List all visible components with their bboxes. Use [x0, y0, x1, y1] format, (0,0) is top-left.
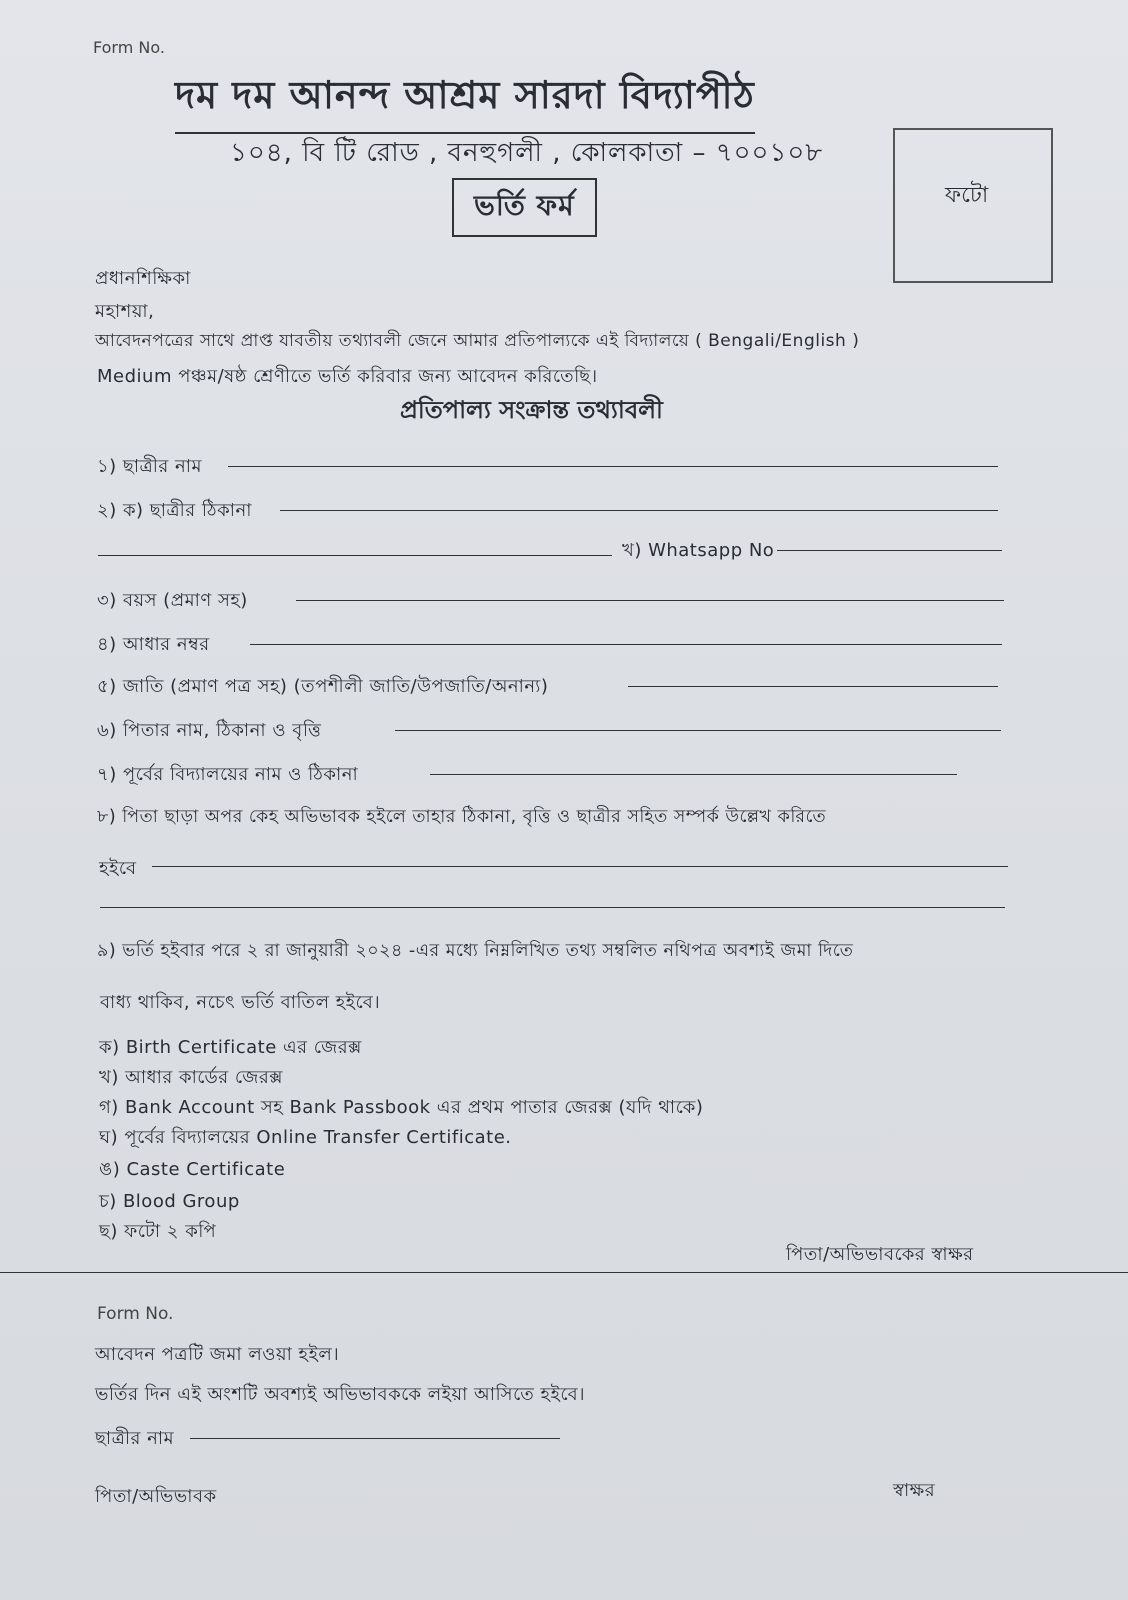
- document-item: ছ) ফটো ২ কপি: [99, 1221, 217, 1242]
- photo-label: ফটো: [945, 183, 989, 208]
- field-guardian-line-2[interactable]: [100, 907, 1005, 908]
- greeting: মহাশয়া,: [95, 301, 155, 322]
- field-age-line[interactable]: [296, 600, 1004, 601]
- field-whatsapp-label: খ) Whatsapp No: [622, 540, 775, 561]
- field-previous-school-line[interactable]: [430, 774, 957, 775]
- clause-9-line-2: বাধ্য থাকিব, নচেৎ ভর্তি বাতিল হইবে।: [100, 992, 381, 1013]
- field-caste-line[interactable]: [628, 686, 998, 687]
- guardian-signature-label: পিতা/অভিভাবকের স্বাক্ষর: [786, 1244, 974, 1265]
- document-item: ক) Birth Certificate এর জেরক্স: [99, 1037, 362, 1058]
- document-item: চ) Blood Group: [99, 1191, 240, 1212]
- school-name: দম দম আনন্দ আশ্রম সারদা বিদ্যাপীঠ: [175, 66, 755, 134]
- school-address: ১০৪, বি টি রোড , বনহুগলী , কোলকাতা – ৭০০১০৮: [230, 138, 824, 168]
- addressee: প্রধানশিক্ষিকা: [95, 268, 191, 289]
- document-item: গ) Bank Account সহ Bank Passbook এর প্রথম পাতার জেরক্স (যদি থাকে): [99, 1097, 704, 1118]
- form-number-label: Form No.: [93, 38, 165, 57]
- field-caste-label: ৫) জাতি (প্রমাণ পত্র সহ) (তপশীলী জাতি/উপজাতি/অনান্য): [97, 676, 549, 697]
- field-student-address-label: ২) ক) ছাত্রীর ঠিকানা: [97, 500, 252, 521]
- receipt-form-number-label: Form No.: [97, 1304, 174, 1324]
- field-father-label: ৬) পিতার নাম, ঠিকানা ও বৃত্তি: [97, 720, 322, 741]
- receipt-line-2: ভর্তির দিন এই অংশটি অবশ্যই অভিভাবককে লইয়া আসিতে হইবে।: [95, 1384, 586, 1405]
- field-previous-school-label: ৭) পূর্বের বিদ্যালয়ের নাম ও ঠিকানা: [97, 764, 359, 785]
- field-student-name-line[interactable]: [228, 466, 998, 467]
- field-whatsapp-line[interactable]: [777, 550, 1002, 551]
- field-student-name-label: ১) ছাত্রীর নাম: [97, 456, 203, 477]
- field-father-line[interactable]: [395, 730, 1001, 731]
- application-text-line-1: আবেদনপত্রের সাথে প্রাপ্ত যাবতীয় তথ্যাবলী জেনে আমার প্রতিপাল্যকে এই বিদ্যালয়ে ( Bengali/English ): [95, 331, 860, 351]
- photo-box: [893, 128, 1053, 283]
- receipt-line-1: আবেদন পত্রটি জমা লওয়া হইল।: [95, 1344, 340, 1365]
- field-student-address-line-2[interactable]: [98, 555, 612, 556]
- receipt-student-name-line[interactable]: [190, 1438, 560, 1439]
- section-heading: প্রতিপাল্য সংক্রান্ত তথ্যাবলী: [400, 396, 663, 424]
- document-item: ঘ) পূর্বের বিদ্যালয়ের Online Transfer Certificate.: [99, 1127, 512, 1148]
- application-text-line-2: Medium পঞ্চম/ষষ্ঠ শ্রেণীতে ভর্তি করিবার জন্য আবেদন করিতেছি।: [97, 366, 598, 387]
- document-item: খ) আধার কার্ডের জেরক্স: [99, 1067, 283, 1088]
- tear-off-divider: [0, 1272, 1128, 1273]
- receipt-signature-label: স্বাক্ষর: [893, 1480, 936, 1501]
- field-aadhaar-label: ৪) আধার নম্বর: [97, 634, 210, 655]
- receipt-student-name-label: ছাত্রীর নাম: [95, 1428, 175, 1449]
- field-aadhaar-line[interactable]: [250, 644, 1002, 645]
- clause-9-line-1: ৯) ভর্তি হইবার পরে ২ রা জানুয়ারী ২০২৪ -এর মধ্যে নিম্নলিখিত তথ্য সম্বলিত নথিপত্র অবশ্যই জমা দিতে: [97, 941, 854, 961]
- field-guardian-line[interactable]: [152, 866, 1008, 867]
- field-age-label: ৩) বয়স (প্রমাণ সহ): [97, 590, 248, 611]
- field-guardian-label-line-1: ৮) পিতা ছাড়া অপর কেহ অভিভাবক হইলে তাহার ঠিকানা, বৃত্তি ও ছাত্রীর সহিত সম্পর্ক উল্লেখ করিতে: [97, 807, 827, 827]
- receipt-guardian-label: পিতা/অভিভাবক: [95, 1486, 217, 1507]
- form-title: ভর্তি ফর্ম: [452, 178, 597, 237]
- field-student-address-line[interactable]: [280, 510, 998, 511]
- document-item: ঙ) Caste Certificate: [99, 1159, 286, 1180]
- field-guardian-label-line-2: হইবে: [99, 858, 137, 879]
